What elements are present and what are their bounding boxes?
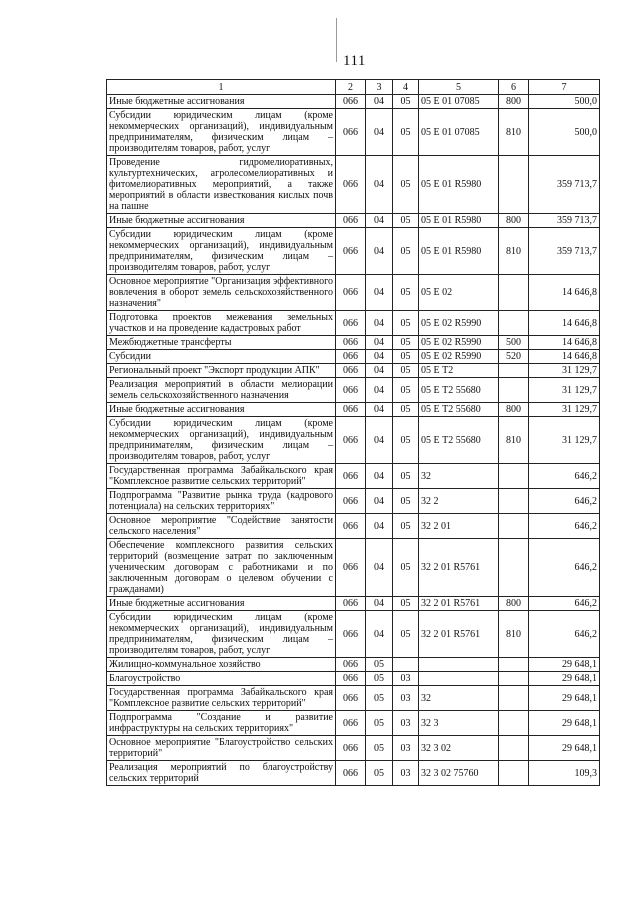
row-amount: 646,2 (529, 514, 600, 539)
row-target-article: 05 Е 02 R5990 (419, 350, 499, 364)
row-section-code: 05 (366, 686, 393, 711)
row-subsection-code: 05 (393, 611, 419, 658)
row-target-article: 05 Е 01 R5980 (419, 228, 499, 275)
row-target-article (419, 672, 499, 686)
table-row (107, 686, 600, 711)
row-amount: 359 713,7 (529, 228, 600, 275)
row-subsection-code: 05 (393, 336, 419, 350)
row-target-article: 05 Е 02 R5990 (419, 311, 499, 336)
row-expense-type (499, 672, 529, 686)
row-name-cell: Государственная программа Забайкальского края "Комплексное развитие сельских территорий" (107, 686, 336, 711)
row-subsection-code: 05 (393, 464, 419, 489)
table-row (107, 403, 600, 417)
row-target-article: 32 (419, 686, 499, 711)
row-subsection-code: 05 (393, 228, 419, 275)
row-amount: 29 648,1 (529, 672, 600, 686)
row-ministry-code: 066 (336, 378, 366, 403)
row-amount: 14 646,8 (529, 275, 600, 311)
column-header: 3 (366, 80, 393, 95)
row-subsection-code: 05 (393, 378, 419, 403)
row-section-code: 05 (366, 736, 393, 761)
row-expense-type: 800 (499, 214, 529, 228)
row-name-cell: Реализация мероприятий по благоустройству сельских территорий (107, 761, 336, 786)
row-expense-type: 500 (499, 336, 529, 350)
row-section-code: 04 (366, 378, 393, 403)
row-ministry-code: 066 (336, 464, 366, 489)
row-subsection-code: 05 (393, 350, 419, 364)
row-expense-type (499, 156, 529, 214)
table-row (107, 672, 600, 686)
row-target-article: 32 2 01 R5761 (419, 539, 499, 597)
row-expense-type: 810 (499, 417, 529, 464)
row-ministry-code: 066 (336, 403, 366, 417)
row-section-code: 05 (366, 658, 393, 672)
row-expense-type (499, 275, 529, 311)
row-section-code: 04 (366, 228, 393, 275)
row-target-article: 32 2 01 R5761 (419, 597, 499, 611)
row-name-cell: Основное мероприятие "Содействие занятости сельского населения" (107, 514, 336, 539)
row-ministry-code: 066 (336, 597, 366, 611)
row-ministry-code: 066 (336, 350, 366, 364)
row-subsection-code: 05 (393, 403, 419, 417)
row-section-code: 04 (366, 514, 393, 539)
row-expense-type: 520 (499, 350, 529, 364)
row-ministry-code: 066 (336, 336, 366, 350)
table-row (107, 597, 600, 611)
row-amount: 31 129,7 (529, 417, 600, 464)
row-target-article (419, 658, 499, 672)
table-row (107, 417, 600, 464)
row-ministry-code: 066 (336, 489, 366, 514)
row-amount: 29 648,1 (529, 711, 600, 736)
row-name-cell: Подпрограмма "Развитие рынка труда (кадрового потенциала) на сельских территориях" (107, 489, 336, 514)
row-amount: 109,3 (529, 761, 600, 786)
row-ministry-code: 066 (336, 311, 366, 336)
row-section-code: 04 (366, 539, 393, 597)
row-expense-type (499, 711, 529, 736)
row-expense-type (499, 658, 529, 672)
row-subsection-code: 05 (393, 597, 419, 611)
row-expense-type: 810 (499, 611, 529, 658)
row-ministry-code: 066 (336, 417, 366, 464)
scan-margin-line (336, 18, 337, 62)
row-amount: 500,0 (529, 109, 600, 156)
row-target-article: 05 Е Т2 55680 (419, 378, 499, 403)
row-expense-type: 800 (499, 403, 529, 417)
row-section-code: 04 (366, 417, 393, 464)
row-amount: 359 713,7 (529, 156, 600, 214)
row-expense-type: 810 (499, 109, 529, 156)
column-header: 1 (107, 80, 336, 95)
row-target-article: 05 Е 02 (419, 275, 499, 311)
row-ministry-code: 066 (336, 214, 366, 228)
row-ministry-code: 066 (336, 275, 366, 311)
row-target-article: 32 3 02 (419, 736, 499, 761)
page-number: 111 (343, 53, 366, 69)
row-subsection-code: 05 (393, 109, 419, 156)
row-section-code: 04 (366, 311, 393, 336)
row-amount: 14 646,8 (529, 336, 600, 350)
row-target-article: 32 2 01 (419, 514, 499, 539)
table-row (107, 761, 600, 786)
row-subsection-code: 03 (393, 711, 419, 736)
row-ministry-code: 066 (336, 156, 366, 214)
row-target-article: 32 3 (419, 711, 499, 736)
row-section-code: 04 (366, 350, 393, 364)
column-header: 2 (336, 80, 366, 95)
table-row (107, 464, 600, 489)
row-expense-type (499, 539, 529, 597)
table-row (107, 95, 600, 109)
row-target-article: 32 2 (419, 489, 499, 514)
row-expense-type (499, 378, 529, 403)
table-row (107, 156, 600, 214)
table-row (107, 336, 600, 350)
table-row (107, 539, 600, 597)
row-ministry-code: 066 (336, 109, 366, 156)
table-row (107, 658, 600, 672)
row-amount: 31 129,7 (529, 403, 600, 417)
row-ministry-code: 066 (336, 228, 366, 275)
row-name-cell: Иные бюджетные ассигнования (107, 403, 336, 417)
row-subsection-code: 05 (393, 95, 419, 109)
row-target-article: 05 Е Т2 (419, 364, 499, 378)
row-section-code: 04 (366, 597, 393, 611)
row-expense-type (499, 364, 529, 378)
column-header: 7 (529, 80, 600, 95)
row-amount: 359 713,7 (529, 214, 600, 228)
row-subsection-code: 03 (393, 736, 419, 761)
row-ministry-code: 066 (336, 95, 366, 109)
row-section-code: 05 (366, 711, 393, 736)
row-subsection-code: 05 (393, 489, 419, 514)
row-ministry-code: 066 (336, 736, 366, 761)
table-row (107, 364, 600, 378)
row-ministry-code: 066 (336, 761, 366, 786)
row-subsection-code: 05 (393, 156, 419, 214)
row-expense-type (499, 761, 529, 786)
row-section-code: 04 (366, 109, 393, 156)
row-subsection-code: 05 (393, 514, 419, 539)
row-target-article: 32 (419, 464, 499, 489)
row-name-cell: Субсидии юридическим лицам (кроме некоммерческих организаций), индивидуальным предпринимателям, физическим лицам – производителям товаров, работ, услуг (107, 611, 336, 658)
row-target-article: 05 Е 01 07085 (419, 109, 499, 156)
row-section-code: 04 (366, 214, 393, 228)
row-amount: 31 129,7 (529, 378, 600, 403)
table-row (107, 109, 600, 156)
row-name-cell: Реализация мероприятий в области мелиорации земель сельскохозяйственного назначения (107, 378, 336, 403)
row-amount: 29 648,1 (529, 686, 600, 711)
row-amount: 29 648,1 (529, 658, 600, 672)
column-header: 6 (499, 80, 529, 95)
row-name-cell: Основное мероприятие "Организация эффективного вовлечения в оборот земель сельскохозяйственного назначения" (107, 275, 336, 311)
row-name-cell: Межбюджетные трансферты (107, 336, 336, 350)
row-name-cell: Субсидии (107, 350, 336, 364)
row-target-article: 05 Е 01 07085 (419, 95, 499, 109)
row-ministry-code: 066 (336, 686, 366, 711)
table-row (107, 275, 600, 311)
row-ministry-code: 066 (336, 364, 366, 378)
row-section-code: 05 (366, 672, 393, 686)
row-subsection-code: 05 (393, 311, 419, 336)
row-ministry-code: 066 (336, 514, 366, 539)
row-target-article: 05 Е 01 R5980 (419, 214, 499, 228)
row-subsection-code: 05 (393, 275, 419, 311)
row-section-code: 04 (366, 364, 393, 378)
column-header: 5 (419, 80, 499, 95)
row-name-cell: Жилищно-коммунальное хозяйство (107, 658, 336, 672)
row-ministry-code: 066 (336, 711, 366, 736)
row-section-code: 04 (366, 611, 393, 658)
row-expense-type (499, 464, 529, 489)
row-ministry-code: 066 (336, 611, 366, 658)
row-subsection-code: 03 (393, 761, 419, 786)
row-section-code: 05 (366, 761, 393, 786)
table-row (107, 611, 600, 658)
table-row (107, 228, 600, 275)
table-body (107, 95, 600, 786)
row-name-cell: Субсидии юридическим лицам (кроме некоммерческих организаций), индивидуальным предпринимателям, физическим лицам – производителям товаров, работ, услуг (107, 109, 336, 156)
row-target-article: 32 3 02 75760 (419, 761, 499, 786)
table-row (107, 711, 600, 736)
table-row (107, 378, 600, 403)
row-name-cell: Региональный проект "Экспорт продукции АПК" (107, 364, 336, 378)
row-amount: 14 646,8 (529, 350, 600, 364)
row-section-code: 04 (366, 464, 393, 489)
row-name-cell: Обеспечение комплексного развития сельских территорий (возмещение затрат по заключенным ученическим договорам с работниками и по заключенным договорам о целевом обучении с гражданами) (107, 539, 336, 597)
table-row (107, 350, 600, 364)
table-row (107, 514, 600, 539)
row-section-code: 04 (366, 403, 393, 417)
row-name-cell: Иные бюджетные ассигнования (107, 214, 336, 228)
row-subsection-code: 03 (393, 672, 419, 686)
row-ministry-code: 066 (336, 658, 366, 672)
row-name-cell: Основное мероприятие "Благоустройство сельских территорий" (107, 736, 336, 761)
row-section-code: 04 (366, 489, 393, 514)
row-amount: 646,2 (529, 489, 600, 514)
row-expense-type: 800 (499, 95, 529, 109)
row-amount: 500,0 (529, 95, 600, 109)
row-ministry-code: 066 (336, 672, 366, 686)
row-name-cell: Иные бюджетные ассигнования (107, 597, 336, 611)
row-subsection-code: 05 (393, 364, 419, 378)
row-name-cell: Подпрограмма "Создание и развитие инфраструктуры на сельских территориях" (107, 711, 336, 736)
row-amount: 646,2 (529, 464, 600, 489)
row-subsection-code: 05 (393, 539, 419, 597)
table-row (107, 736, 600, 761)
row-subsection-code (393, 658, 419, 672)
row-target-article: 32 2 01 R5761 (419, 611, 499, 658)
row-target-article: 05 Е Т2 55680 (419, 403, 499, 417)
row-expense-type (499, 514, 529, 539)
row-amount: 646,2 (529, 611, 600, 658)
row-expense-type (499, 736, 529, 761)
row-name-cell: Иные бюджетные ассигнования (107, 95, 336, 109)
table-row (107, 214, 600, 228)
row-expense-type: 810 (499, 228, 529, 275)
budget-table (106, 79, 600, 786)
row-amount: 646,2 (529, 539, 600, 597)
row-name-cell: Субсидии юридическим лицам (кроме некоммерческих организаций), индивидуальным предпринимателям, физическим лицам – производителям товаров, работ, услуг (107, 417, 336, 464)
row-amount: 646,2 (529, 597, 600, 611)
row-section-code: 04 (366, 275, 393, 311)
row-target-article: 05 Е Т2 55680 (419, 417, 499, 464)
row-name-cell: Государственная программа Забайкальского края "Комплексное развитие сельских территорий" (107, 464, 336, 489)
row-section-code: 04 (366, 336, 393, 350)
row-subsection-code: 05 (393, 417, 419, 464)
row-section-code: 04 (366, 156, 393, 214)
row-name-cell: Проведение гидромелиоративных, культуртехнических, агролесомелиоративных и фитомелиоративных мероприятий, а также мероприятий в области известкования кислых почв на пашне (107, 156, 336, 214)
row-name-cell: Субсидии юридическим лицам (кроме некоммерческих организаций), индивидуальным предпринимателям, физическим лицам – производителям товаров, работ, услуг (107, 228, 336, 275)
row-subsection-code: 03 (393, 686, 419, 711)
row-amount: 14 646,8 (529, 311, 600, 336)
row-target-article: 05 Е 02 R5990 (419, 336, 499, 350)
column-header: 4 (393, 80, 419, 95)
table-row (107, 311, 600, 336)
row-amount: 31 129,7 (529, 364, 600, 378)
row-amount: 29 648,1 (529, 736, 600, 761)
row-name-cell: Подготовка проектов межевания земельных участков и на проведение кадастровых работ (107, 311, 336, 336)
column-number-row (107, 80, 600, 95)
row-target-article: 05 Е 01 R5980 (419, 156, 499, 214)
row-expense-type (499, 686, 529, 711)
row-name-cell: Благоустройство (107, 672, 336, 686)
row-ministry-code: 066 (336, 539, 366, 597)
row-expense-type: 800 (499, 597, 529, 611)
row-section-code: 04 (366, 95, 393, 109)
row-expense-type (499, 489, 529, 514)
table-row (107, 489, 600, 514)
row-expense-type (499, 311, 529, 336)
row-subsection-code: 05 (393, 214, 419, 228)
